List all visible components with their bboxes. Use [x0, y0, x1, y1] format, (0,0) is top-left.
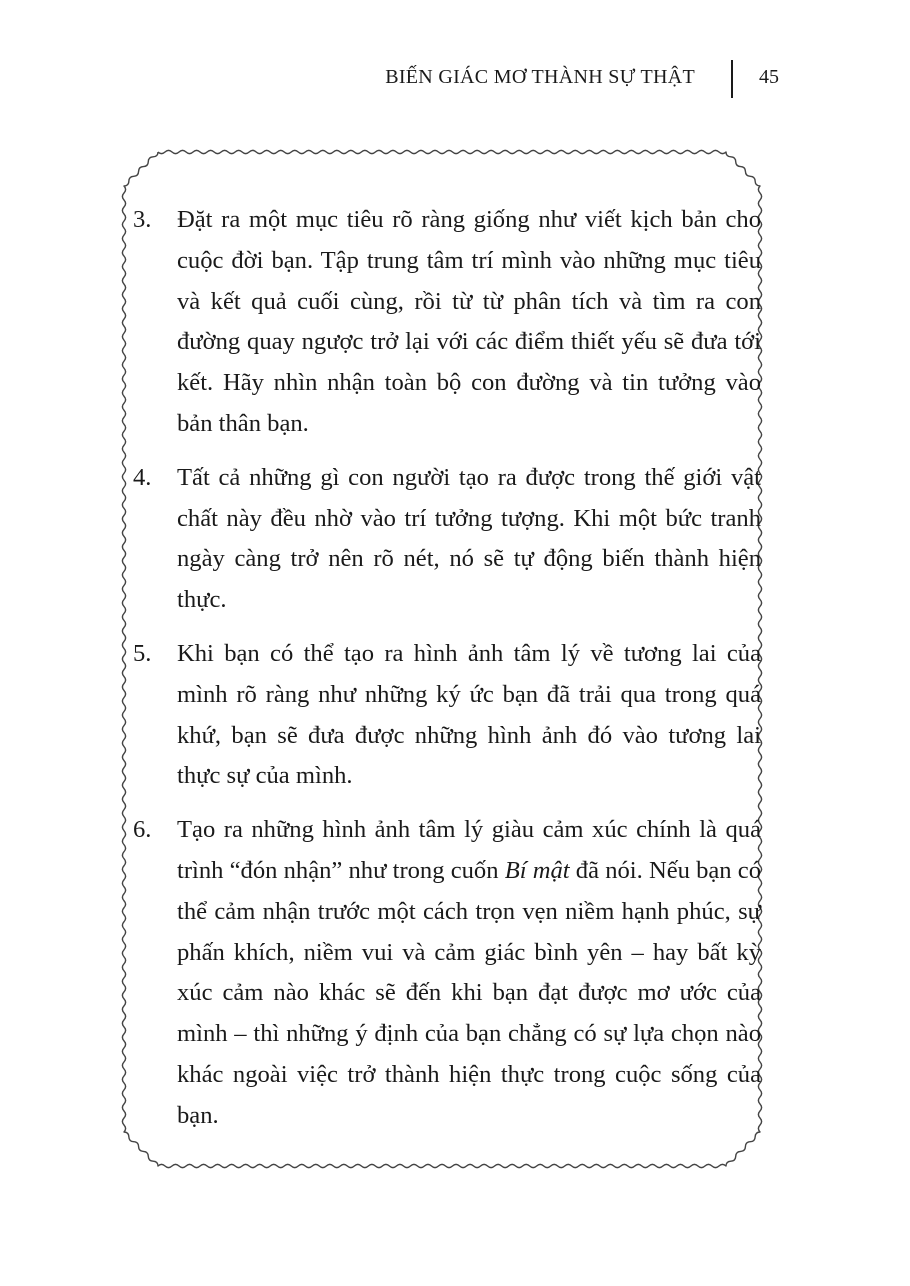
item-text-part: đã nói. Nếu bạn có thể cảm nhận trước một cách trọn vẹn niềm hạnh phúc, sự phấn khích, niềm vui và cảm giác bình yên – hay bất kỳ xúc cảm nào khác sẽ đến khi bạn đạt được mơ ước của mình – thì những ý định của bạn chẳng có sự lựa chọn nào khác ngoài việc trở thành hiện thực trong cuộc sống của bạn.: [177, 856, 761, 1129]
item-text-part: Tạo ra những hình ảnh tâm lý giàu cảm xúc chính là quá trình “đón nhận” như trong cuốn: [177, 816, 761, 884]
item-text: Đặt ra một mục tiêu rõ ràng giống như viết kịch bản cho cuộc đời bạn. Tập trung tâm trí mình vào những mục tiêu và kết quả cuối cùng, rồi từ từ phân tích và tìm ra con đường quay ngược trở lại với các điểm thiết yếu sẽ đưa tới kết. Hãy nhìn nhận toàn bộ con đường và tin tưởng vào bản thân bạn.: [177, 206, 761, 437]
list-item: [133, 810, 761, 1136]
item-text: [177, 810, 761, 1136]
running-header: [0, 60, 910, 100]
item-number: 5.: [133, 639, 152, 667]
item-number: 6.: [133, 816, 152, 844]
list-item: [133, 200, 761, 445]
page-number: 45: [759, 66, 779, 88]
item-number: 4.: [133, 463, 152, 491]
item-text: Khi bạn có thể tạo ra hình ảnh tâm lý về tương lai của mình rõ ràng như những ký ức bạn đã trải qua trong quá khứ, bạn sẽ đưa được những hình ảnh đó vào tương lai thực sự của mình.: [177, 639, 761, 790]
chapter-title: BIẾN GIÁC MƠ THÀNH SỰ THẬT: [385, 66, 695, 88]
tips-box: [133, 200, 761, 1150]
item-text: Tất cả những gì con người tạo ra được trong thế giới vật chất này đều nhờ vào trí tưởng tượng. Khi một bức tranh ngày càng trở nên rõ nét, nó sẽ tự động biến thành hiện thực.: [177, 463, 761, 614]
list-item: [133, 634, 761, 797]
header-divider: [731, 60, 733, 98]
book-title: Bí mật: [504, 856, 570, 884]
list-item: [133, 458, 761, 621]
item-number: 3.: [133, 206, 152, 233]
